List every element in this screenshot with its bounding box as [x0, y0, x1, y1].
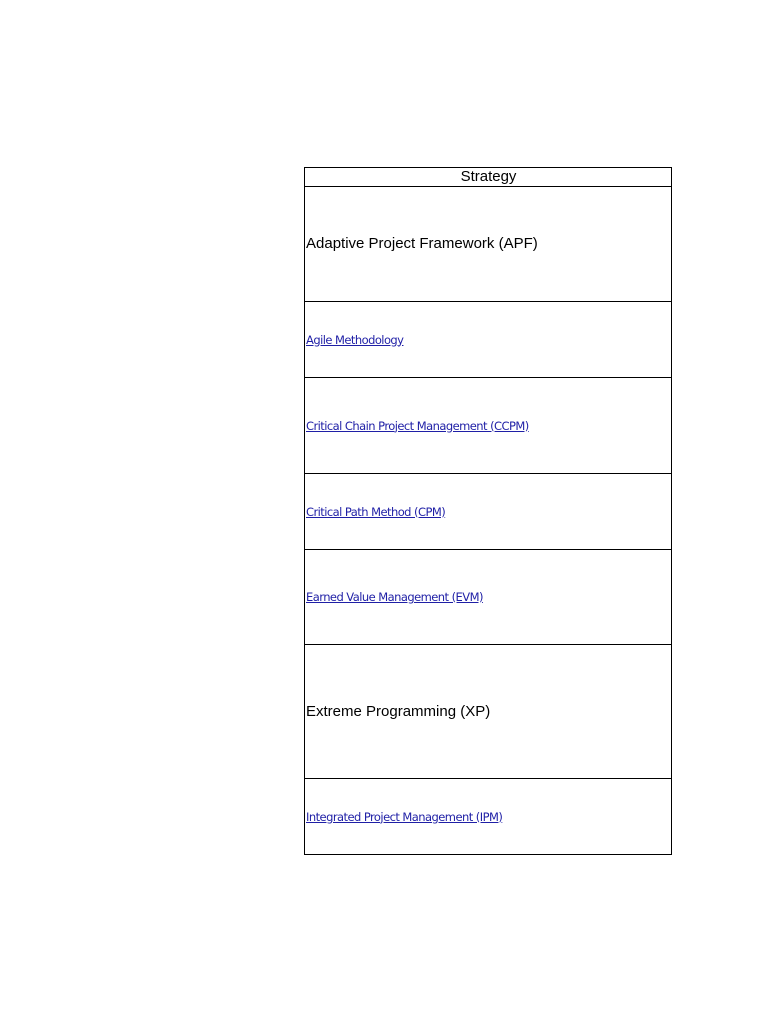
table-cell	[305, 645, 672, 779]
strategy-link-cpm[interactable]: Critical Path Method (CPM)	[306, 504, 446, 519]
table-row	[305, 779, 672, 855]
table-cell	[305, 779, 672, 855]
table-cell	[305, 550, 672, 645]
strategy-column-header: Strategy	[305, 168, 672, 187]
table-row	[305, 645, 672, 779]
strategy-apf: Adaptive Project Framework (APF)	[306, 235, 538, 252]
table-cell	[305, 474, 672, 550]
table-row	[305, 550, 672, 645]
table-cell	[305, 187, 672, 302]
strategy-link-ipm[interactable]: Integrated Project Management (IPM)	[306, 809, 503, 824]
table-row	[305, 187, 672, 302]
table-row	[305, 378, 672, 474]
table-header-row	[305, 168, 672, 187]
strategy-xp: Extreme Programming (XP)	[306, 702, 491, 720]
strategy-link-agile[interactable]: Agile Methodology	[306, 332, 404, 347]
table-cell	[305, 378, 672, 474]
strategy-link-evm[interactable]: Earned Value Management (EVM)	[306, 590, 483, 604]
table-row	[305, 302, 672, 378]
strategy-link-ccpm[interactable]: Critical Chain Project Management (CCPM)	[306, 418, 529, 433]
table-cell	[305, 302, 672, 378]
strategy-table	[304, 167, 672, 855]
table-row	[305, 474, 672, 550]
